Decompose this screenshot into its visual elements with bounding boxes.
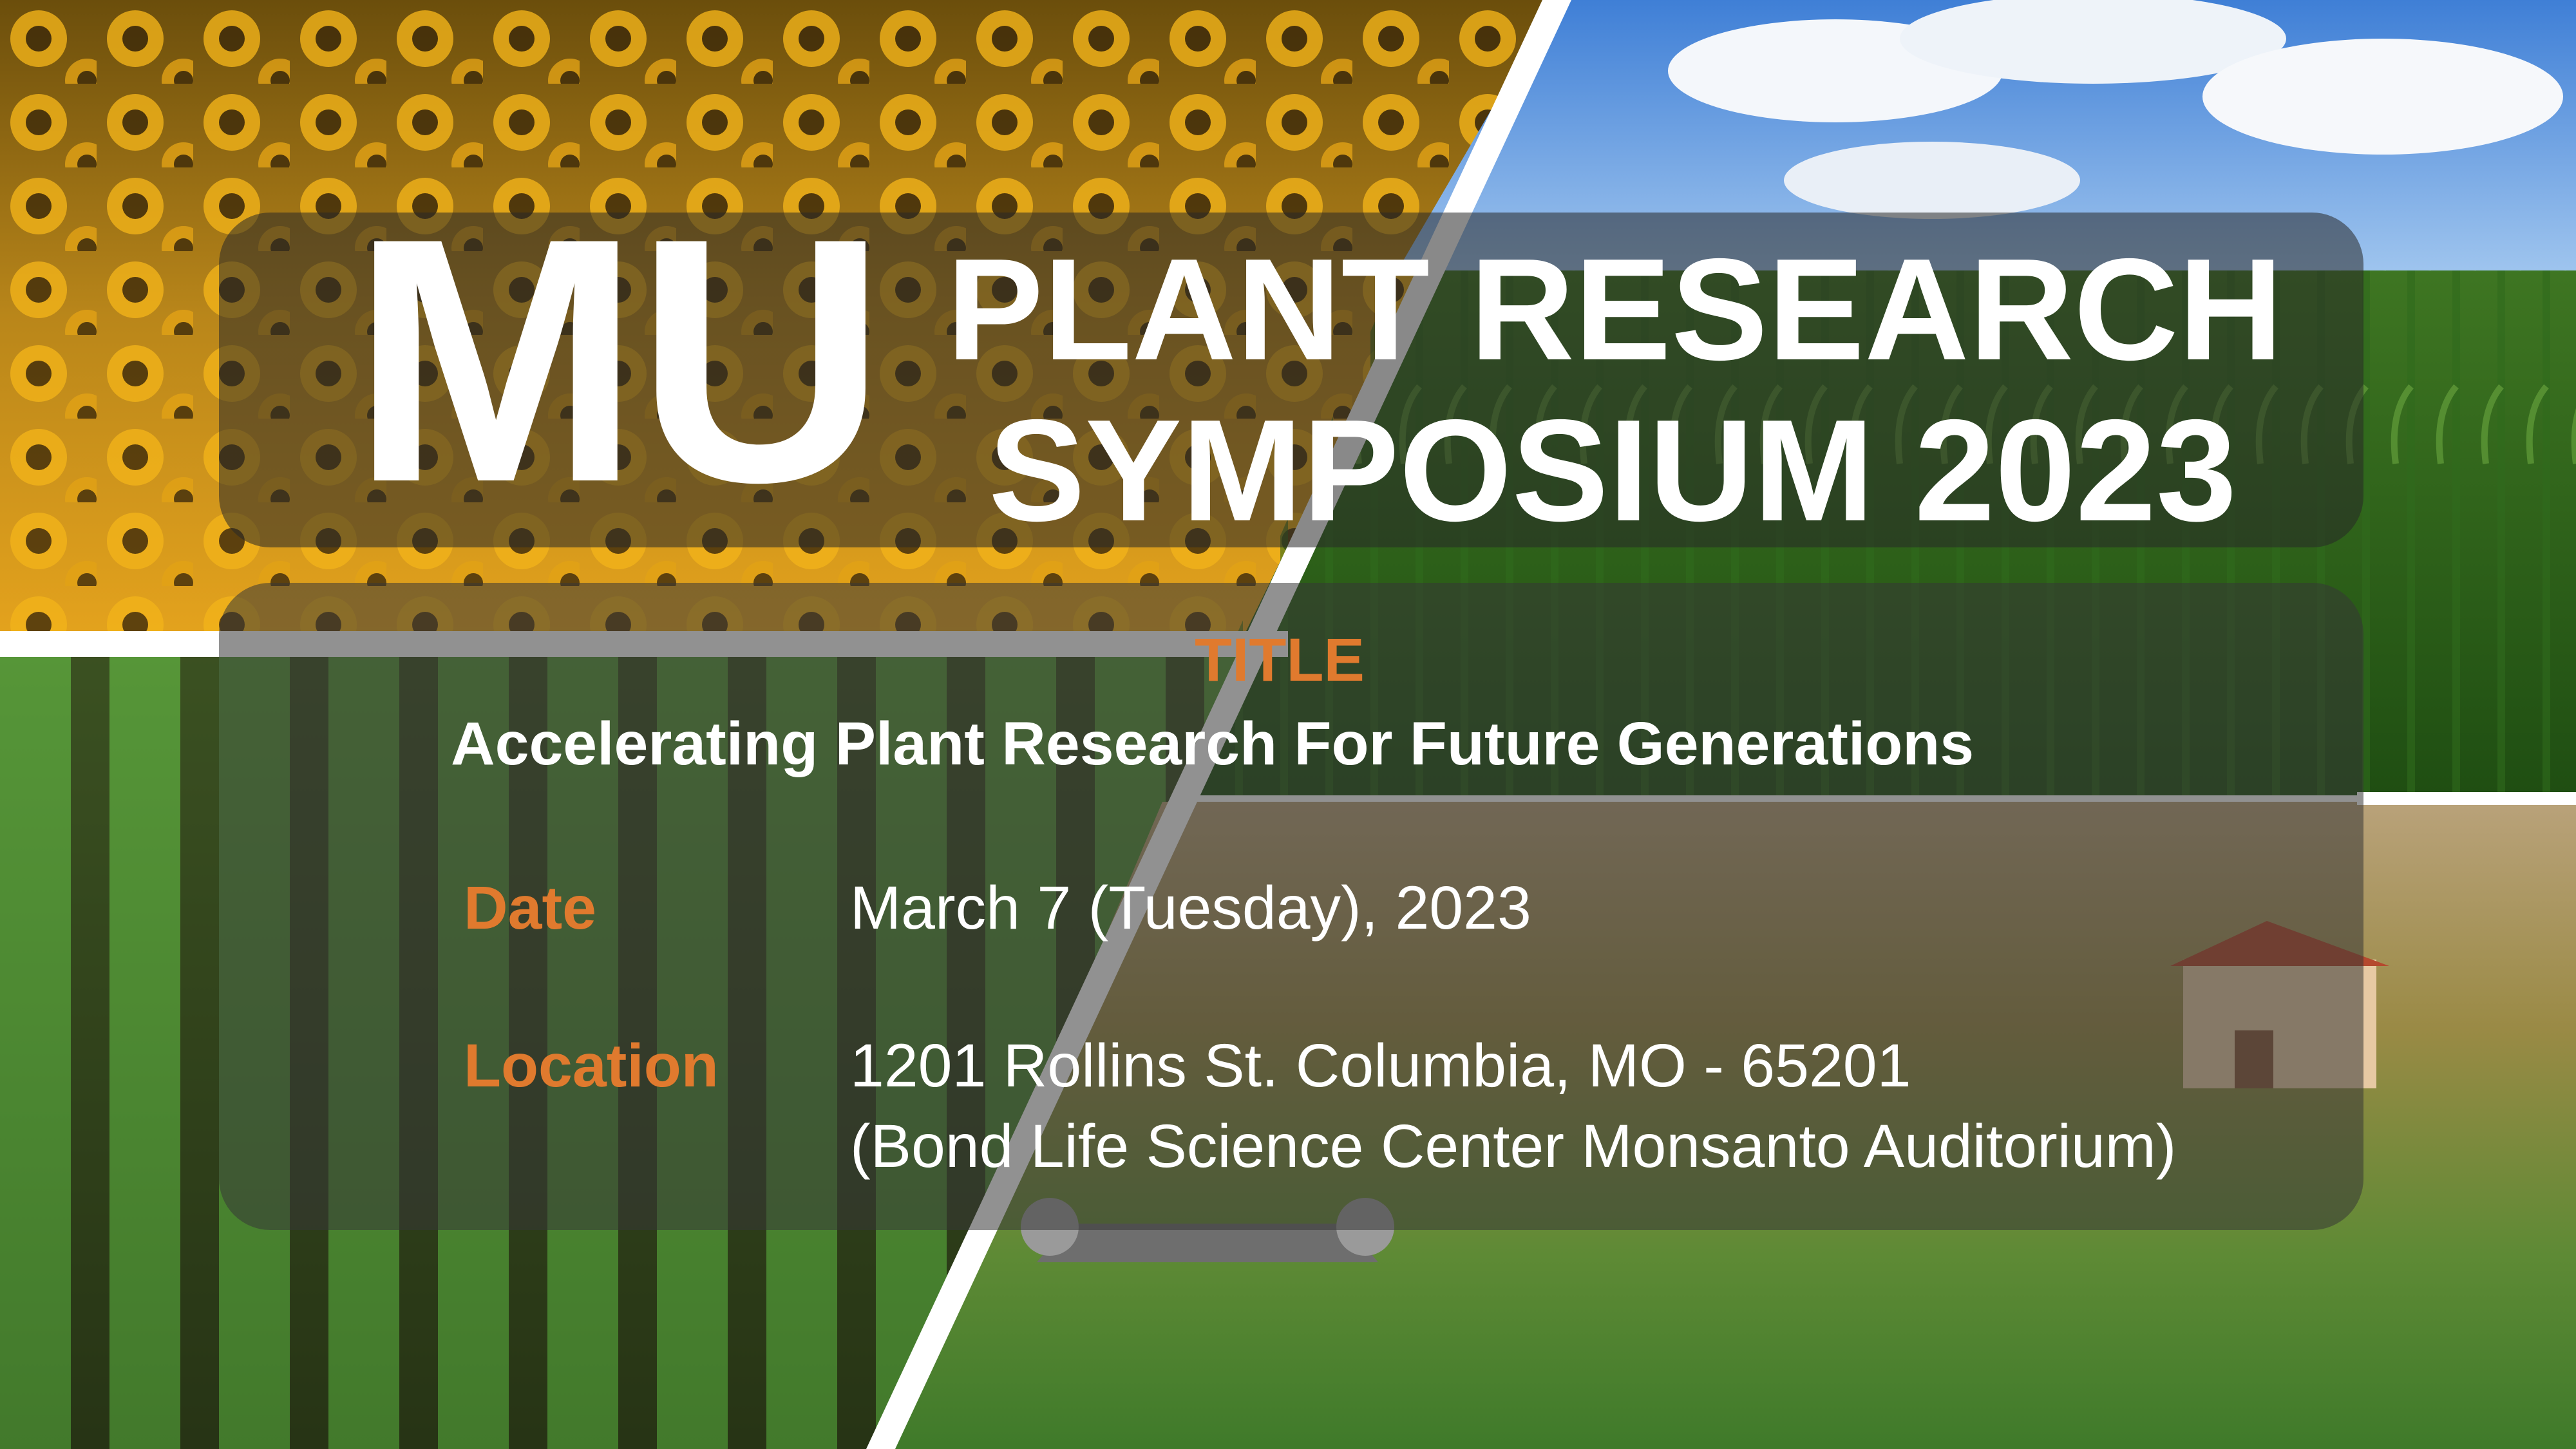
location-address: 1201 Rollins St. Columbia, MO - 65201 bbox=[850, 1032, 1911, 1100]
heading-line-1: PLANT RESEARCH bbox=[947, 228, 2284, 390]
date-label: Date bbox=[464, 874, 596, 942]
talk-title: Accelerating Plant Research For Future Generations bbox=[451, 710, 1975, 778]
mu-logo-text: MU bbox=[351, 166, 882, 554]
heading-line-2: SYMPOSIUM 2023 bbox=[989, 389, 2237, 551]
location-venue: (Bond Life Science Center Monsanto Auditorium) bbox=[850, 1112, 2177, 1180]
date-value: March 7 (Tuesday), 2023 bbox=[850, 874, 1531, 942]
section-label-title: TITLE bbox=[1195, 626, 1365, 694]
location-label: Location bbox=[464, 1032, 719, 1100]
